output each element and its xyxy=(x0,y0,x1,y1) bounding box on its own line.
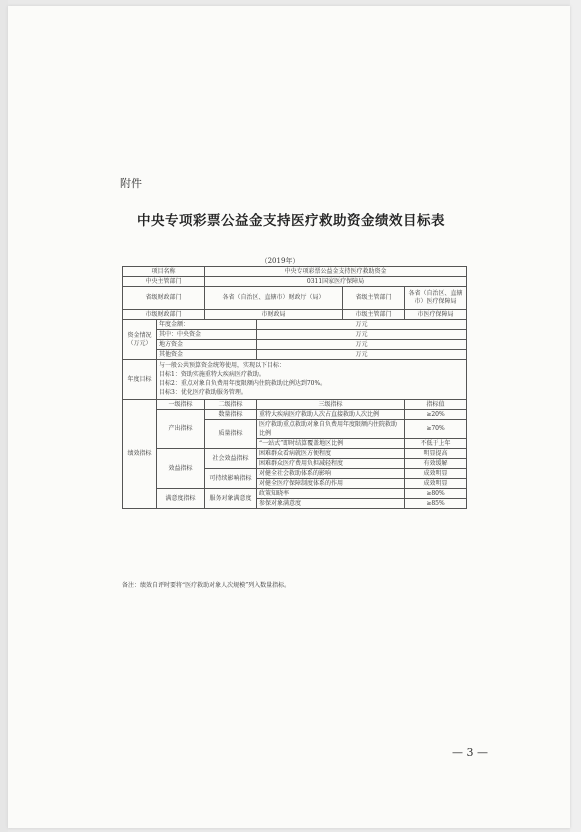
row-city-finance xyxy=(123,310,467,320)
indicator-value: 成效明显 xyxy=(405,479,467,489)
service-satisfaction-label: 服务对象满意度 xyxy=(205,489,257,509)
central-dept-value: 0311国家医疗保障局 xyxy=(205,277,467,287)
header-level2: 二级指标 xyxy=(205,400,257,410)
table-footnote: 备注：绩效自评时要将“医疗救助对象人次规模”列入数量指标。 xyxy=(122,582,291,589)
funds-row-value: 万元 xyxy=(257,320,467,330)
document-title: 中央专项彩票公益金支持医疗救助资金绩效目标表 xyxy=(137,213,445,229)
row-funds-total xyxy=(123,320,467,330)
annual-goal-label: 年度目标 xyxy=(123,360,157,400)
row-funds-local xyxy=(123,340,467,350)
funds-row-value: 万元 xyxy=(257,330,467,340)
indicator-item: 重特大疾病医疗救助人次占直接救助人次比例 xyxy=(257,410,405,420)
funds-row-label: 年度金额： xyxy=(157,320,257,330)
row-funds-other xyxy=(123,350,467,360)
year-label: （2019年） xyxy=(260,257,300,265)
annual-goal-line: 目标2：重点对象自负费用年度限额内住院救助比例达到70%。 xyxy=(159,380,327,387)
row-funds-central xyxy=(123,330,467,340)
funds-label: 资金情况（万元） xyxy=(123,320,157,360)
scan-left-margin xyxy=(0,0,8,832)
indicator-value: 明显提高 xyxy=(405,449,467,459)
funds-row-label: 其他资金 xyxy=(157,350,257,360)
effect-indicator-label: 效益指标 xyxy=(157,449,205,489)
header-value: 指标值 xyxy=(405,400,467,410)
indicator-value: 不低于上年 xyxy=(405,439,467,449)
quality-indicator-label: 质量指标 xyxy=(205,420,257,449)
city-dept-value: 市医疗保障局 xyxy=(405,310,467,320)
quantity-indicator-label: 数量指标 xyxy=(205,410,257,420)
annual-goal-line: 目标1：资助实施重特大疾病医疗救助。 xyxy=(159,371,265,378)
project-name-label: 项目名称 xyxy=(123,267,205,277)
indicator-row xyxy=(123,449,467,459)
city-finance-value: 市财政局 xyxy=(205,310,343,320)
row-project-name xyxy=(123,267,467,277)
indicator-value: ≥20% xyxy=(405,410,467,420)
funds-row-value: 万元 xyxy=(257,350,467,360)
indicator-item: 对健全医疗保障制度体系的作用 xyxy=(257,479,405,489)
local-finance-value: 各省（自治区、直辖市）财政厅（局） xyxy=(205,287,343,310)
header-level1: 一级指标 xyxy=(157,400,205,410)
row-central-dept xyxy=(123,277,467,287)
sustain-indicator-label: 可持续影响指标 xyxy=(205,469,257,489)
indicator-item: 困难群众看病就医方便程度 xyxy=(257,449,405,459)
annual-goal-content xyxy=(157,360,467,400)
indicator-item: 医疗救助重点救助对象自负费用年度限额内住院救助比例 xyxy=(257,420,405,439)
central-dept-label: 中央主管部门 xyxy=(123,277,205,287)
project-name-value: 中央专项彩票公益金支持医疗救助资金 xyxy=(205,267,467,277)
local-dept-value: 各省（自治区、直辖市）医疗保障局 xyxy=(405,287,467,310)
indicator-item: 困难群众医疗费用负担减轻程度 xyxy=(257,459,405,469)
performance-table xyxy=(122,266,467,509)
indicator-value: ≥80% xyxy=(405,489,467,499)
annual-goal-line: 与一般公共预算资金统筹使用，实现以下目标： xyxy=(159,362,286,369)
indicator-value: 成效明显 xyxy=(405,469,467,479)
attachment-label: 附件 xyxy=(120,177,142,190)
local-finance-label: 省级财政部门 xyxy=(123,287,205,310)
indicator-value: ≥70% xyxy=(405,420,467,439)
header-level3: 三级指标 xyxy=(257,400,405,410)
funds-row-label: 地方资金 xyxy=(157,340,257,350)
city-finance-label: 市级财政部门 xyxy=(123,310,205,320)
row-annual-goal xyxy=(123,360,467,400)
indicator-item: 对健全社会救助体系的影响 xyxy=(257,469,405,479)
local-dept-label: 省级主管部门 xyxy=(343,287,405,310)
indicator-value: 有效缓解 xyxy=(405,459,467,469)
scan-right-margin xyxy=(570,0,581,832)
funds-row-label: 其中：中央资金 xyxy=(157,330,257,340)
funds-row-value: 万元 xyxy=(257,340,467,350)
satisfaction-indicator-label: 满意度指标 xyxy=(157,489,205,509)
indicator-item: 参保对象满意度 xyxy=(257,499,405,509)
indicators-label: 绩效指标 xyxy=(123,400,157,509)
output-indicator-label: 产出指标 xyxy=(157,410,205,449)
indicator-row xyxy=(123,410,467,420)
social-indicator-label: 社会效益指标 xyxy=(205,449,257,469)
city-dept-label: 市级主管部门 xyxy=(343,310,405,320)
page-number: — 3 — xyxy=(452,746,488,759)
indicator-value: ≥85% xyxy=(405,499,467,509)
annual-goal-line: 目标3：优化医疗救助服务管理。 xyxy=(159,389,247,396)
indicator-item: “一站式”即时结算覆盖地区比例 xyxy=(257,439,405,449)
row-local-finance xyxy=(123,287,467,310)
indicator-header-row xyxy=(123,400,467,410)
indicator-item: 政策知晓率 xyxy=(257,489,405,499)
